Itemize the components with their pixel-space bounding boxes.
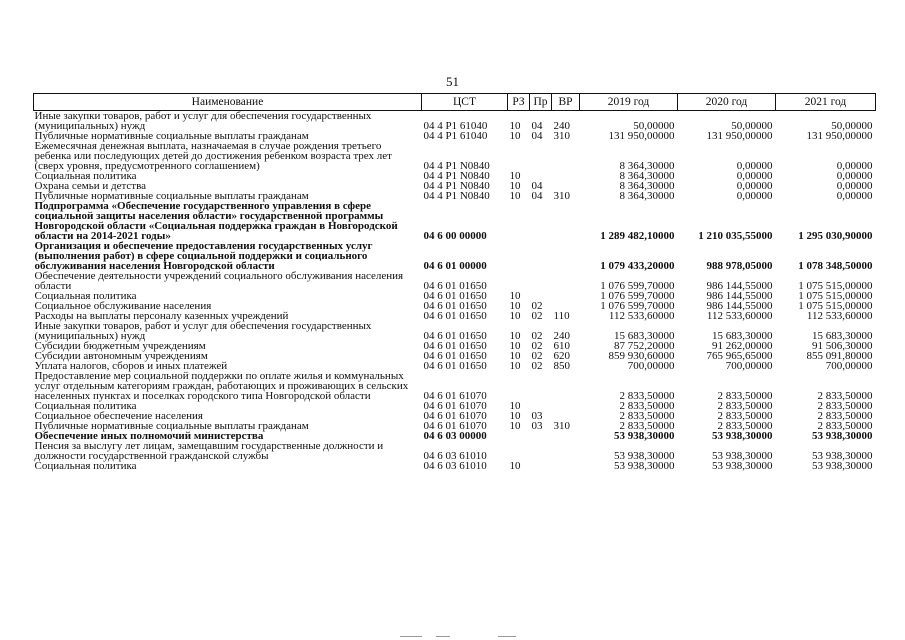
cell-vr: 310 — [553, 420, 570, 432]
cell-rz: 10 — [509, 360, 521, 372]
cell-2019: 131 950,00000 — [608, 130, 675, 142]
cell-2020: 53 938,30000 — [712, 430, 773, 442]
cell-2019: 2 833,50000 — [619, 390, 675, 402]
cell-2021: 2 833,50000 — [817, 410, 873, 422]
cell-2020: 2 833,50000 — [717, 390, 773, 402]
cell-2021: 1 075 515,00000 — [798, 300, 873, 312]
cell-2021: 2 833,50000 — [817, 390, 873, 402]
cell-2020: 0,00000 — [736, 170, 773, 182]
page-number: 51 — [446, 74, 459, 89]
cell-2019: 8 364,30000 — [619, 170, 675, 182]
table-row — [34, 201, 876, 241]
cell-2021: 53 938,30000 — [812, 460, 873, 472]
cell-cst: 04 4 P1 N0840 — [423, 170, 490, 182]
cell-name: Социальная политика — [34, 400, 137, 412]
cell-pr — [530, 371, 552, 401]
cell-vr: 610 — [553, 340, 570, 352]
cell-2020: 91 262,00000 — [712, 340, 773, 352]
cell-name: Социальная политика — [34, 170, 137, 182]
table-body — [34, 111, 876, 472]
table-row — [34, 111, 876, 132]
cell-2020: 1 210 035,55000 — [698, 230, 773, 242]
scan-artifact — [436, 636, 450, 637]
cell-rz: 10 — [509, 310, 521, 322]
cell-cst: 04 6 01 61070 — [423, 410, 487, 422]
cell-cst: 04 6 01 01650 — [423, 330, 487, 342]
cell-pr: 04 — [531, 180, 543, 192]
cell-2019: 8 364,30000 — [619, 190, 675, 202]
cell-pr: 02 — [531, 330, 543, 342]
table-row — [34, 371, 876, 401]
cell-pr: 03 — [531, 420, 543, 432]
cell-vr: 850 — [553, 360, 570, 372]
cell-name: Организация и обеспечение предоставления государственных услуг (выполнения работ) в сфере социальной поддержки и социального обслуживания населения Новгородской области — [34, 240, 373, 272]
cell-rz: 10 — [509, 350, 521, 362]
header-2021: 2021 год — [776, 94, 876, 111]
cell-cst: 04 6 01 01650 — [423, 350, 487, 362]
cell-name: Публичные нормативные социальные выплаты гражданам — [34, 130, 309, 142]
cell-2020: 2 833,50000 — [717, 410, 773, 422]
cell-name: Субсидии автономным учреждениям — [34, 350, 208, 362]
cell-2021: 855 091,80000 — [806, 350, 873, 362]
cell-vr — [552, 441, 580, 461]
cell-cst: 04 6 03 61010 — [423, 460, 487, 472]
cell-cst: 04 4 P1 N0840 — [423, 180, 490, 192]
cell-2019: 859 930,60000 — [608, 350, 675, 362]
header-cst: ЦСТ — [422, 94, 508, 111]
cell-2019: 2 833,50000 — [619, 410, 675, 422]
cell-name: Социальное обслуживание населения — [34, 300, 212, 312]
cell-cst: 04 6 01 01650 — [423, 290, 487, 302]
cell-name: Публичные нормативные социальные выплаты гражданам — [34, 190, 309, 202]
cell-name: Иные закупки товаров, работ и услуг для обеспечения государственных (муниципальных) нужд — [34, 320, 372, 342]
cell-rz — [508, 431, 530, 441]
cell-pr: 04 — [531, 120, 543, 132]
cell-name: Социальная политика — [34, 460, 137, 472]
cell-name: Публичные нормативные социальные выплаты гражданам — [34, 420, 309, 432]
cell-pr: 02 — [531, 350, 543, 362]
cell-name: Субсидии бюджетным учреждениям — [34, 340, 206, 352]
cell-2021: 1 078 348,50000 — [798, 260, 873, 272]
cell-pr — [530, 431, 552, 441]
cell-rz: 10 — [509, 300, 521, 312]
cell-cst: 04 4 P1 N0840 — [423, 190, 490, 202]
cell-2020: 53 938,30000 — [712, 450, 773, 462]
cell-name: Ежемесячная денежная выплата, назначаемая в случае рождения третьего ребенка или последующих детей до достижения ребенком возраста трех лет (сверх уровня, предусмотренного соглашением) — [34, 140, 392, 172]
cell-name: Подпрограмма «Обеспечение государственного управления в сфере социальной защиты населения области» государственной программы Новгородской области «Социальная поддержка граждан в Новгородской области на 2014-2021 годы» — [34, 200, 398, 242]
cell-2019: 1 076 599,70000 — [600, 300, 675, 312]
cell-rz: 10 — [509, 420, 521, 432]
table-row — [34, 321, 876, 341]
cell-rz: 10 — [509, 460, 521, 472]
cell-vr — [552, 271, 580, 291]
cell-vr: 240 — [553, 120, 570, 132]
cell-cst: 04 6 01 01650 — [423, 310, 487, 322]
cell-2020: 988 978,05000 — [706, 260, 773, 272]
cell-name: Иные закупки товаров, работ и услуг для обеспечения государственных (муниципальных) нужд — [34, 110, 372, 132]
cell-rz: 10 — [509, 130, 521, 142]
cell-cst: 04 6 00 00000 — [423, 230, 487, 242]
cell-vr: 620 — [553, 350, 570, 362]
budget-table — [33, 93, 876, 471]
cell-2021: 112 533,60000 — [806, 310, 873, 322]
cell-2019: 1 079 433,20000 — [600, 260, 675, 272]
cell-pr: 03 — [531, 410, 543, 422]
cell-rz: 10 — [509, 170, 521, 182]
cell-pr: 02 — [531, 360, 543, 372]
scan-artifact — [498, 636, 516, 637]
cell-name: Пенсия за выслугу лет лицам, замещавшим государственные должности и должности государственной гражданской службы — [34, 440, 384, 462]
cell-2020: 765 965,65000 — [706, 350, 773, 362]
cell-cst: 04 6 03 00000 — [423, 430, 487, 442]
table-row — [34, 461, 876, 471]
cell-cst: 04 4 P1 61040 — [423, 120, 488, 132]
cell-2021: 131 950,00000 — [806, 130, 873, 142]
scan-artifact — [400, 636, 422, 637]
cell-2020: 53 938,30000 — [712, 460, 773, 472]
cell-name: Охрана семьи и детства — [34, 180, 147, 192]
cell-2019: 15 683,30000 — [614, 330, 675, 342]
cell-2019: 2 833,50000 — [619, 420, 675, 432]
cell-name: Обеспечение деятельности учреждений социального обслуживания населения области — [34, 270, 404, 292]
cell-pr — [530, 271, 552, 291]
cell-cst: 04 6 01 61070 — [423, 390, 487, 402]
cell-rz — [508, 201, 530, 241]
cell-2020: 700,00000 — [725, 360, 773, 372]
cell-2020: 986 144,55000 — [706, 300, 773, 312]
cell-2021: 0,00000 — [836, 180, 873, 192]
cell-2020: 131 950,00000 — [706, 130, 773, 142]
cell-cst: 04 6 01 00000 — [423, 260, 487, 272]
cell-cst: 04 6 01 01650 — [423, 340, 487, 352]
cell-rz — [508, 441, 530, 461]
cell-rz — [508, 371, 530, 401]
cell-cst: 04 6 01 01650 — [423, 300, 487, 312]
cell-pr: 04 — [531, 190, 543, 202]
cell-vr — [552, 291, 580, 301]
cell-name: Социальная политика — [34, 290, 137, 302]
header-rz: РЗ — [508, 94, 530, 111]
header-2019: 2019 год — [580, 94, 678, 111]
table-row — [34, 441, 876, 461]
cell-2019: 1 076 599,70000 — [600, 280, 675, 292]
header-row — [34, 94, 876, 111]
cell-2021: 2 833,50000 — [817, 420, 873, 432]
header-pr: Пр — [530, 94, 552, 111]
cell-2019: 87 752,20000 — [614, 340, 675, 352]
cell-2019: 112 533,60000 — [608, 310, 675, 322]
cell-pr — [530, 441, 552, 461]
cell-cst: 04 6 01 61070 — [423, 400, 487, 412]
cell-2019: 53 938,30000 — [614, 430, 675, 442]
cell-2020: 2 833,50000 — [717, 420, 773, 432]
cell-vr — [552, 401, 580, 411]
cell-name: Расходы на выплаты персоналу казенных учреждений — [34, 310, 289, 322]
cell-pr: 02 — [531, 340, 543, 352]
cell-rz — [508, 241, 530, 271]
cell-rz: 10 — [509, 190, 521, 202]
cell-name: Уплата налогов, сборов и иных платежей — [34, 360, 228, 372]
cell-pr: 02 — [531, 310, 543, 322]
cell-rz: 10 — [509, 400, 521, 412]
cell-2021: 0,00000 — [836, 170, 873, 182]
cell-2021: 1 295 030,90000 — [798, 230, 873, 242]
cell-2020: 2 833,50000 — [717, 400, 773, 412]
cell-2021: 53 938,30000 — [812, 430, 873, 442]
cell-vr — [552, 371, 580, 401]
cell-2021: 1 075 515,00000 — [798, 280, 873, 292]
cell-vr: 310 — [553, 190, 570, 202]
cell-2021: 1 075 515,00000 — [798, 290, 873, 302]
cell-pr: 02 — [531, 300, 543, 312]
cell-rz: 10 — [509, 180, 521, 192]
cell-cst: 04 6 01 01650 — [423, 360, 487, 372]
cell-2021: 700,00000 — [825, 360, 873, 372]
cell-vr: 240 — [553, 330, 570, 342]
cell-vr: 310 — [553, 130, 570, 142]
cell-2019: 2 833,50000 — [619, 400, 675, 412]
header-name: Наименование — [34, 94, 422, 111]
header-2020: 2020 год — [678, 94, 776, 111]
cell-2019: 8 364,30000 — [619, 160, 675, 172]
cell-2019: 1 289 482,10000 — [600, 230, 675, 242]
cell-2020: 50,00000 — [731, 120, 773, 132]
header-vr: ВР — [552, 94, 580, 111]
cell-2021: 91 506,30000 — [812, 340, 873, 352]
cell-vr — [552, 141, 580, 171]
cell-2020: 15 683,30000 — [712, 330, 773, 342]
table-row — [34, 141, 876, 171]
cell-2019: 700,00000 — [627, 360, 675, 372]
cell-2020: 986 144,55000 — [706, 290, 773, 302]
cell-name: Обеспечение иных полномочий министерства — [34, 430, 264, 442]
cell-2021: 50,00000 — [831, 120, 873, 132]
cell-vr: 110 — [553, 310, 570, 322]
cell-vr — [552, 201, 580, 241]
cell-pr — [530, 461, 552, 471]
cell-2021: 0,00000 — [836, 160, 873, 172]
cell-2021: 15 683,30000 — [812, 330, 873, 342]
cell-2019: 50,00000 — [633, 120, 675, 132]
cell-vr — [552, 461, 580, 471]
cell-2019: 53 938,30000 — [614, 450, 675, 462]
table-row — [34, 241, 876, 271]
cell-vr — [552, 171, 580, 181]
cell-vr — [552, 431, 580, 441]
cell-2020: 0,00000 — [736, 180, 773, 192]
cell-2021: 2 833,50000 — [817, 400, 873, 412]
cell-pr — [530, 201, 552, 241]
cell-2021: 53 938,30000 — [812, 450, 873, 462]
cell-cst: 04 6 03 61010 — [423, 450, 487, 462]
cell-cst: 04 6 01 01650 — [423, 280, 487, 292]
cell-cst: 04 4 P1 N0840 — [423, 160, 490, 172]
cell-rz: 10 — [509, 410, 521, 422]
cell-rz: 10 — [509, 330, 521, 342]
cell-pr: 04 — [531, 130, 543, 142]
cell-2019: 8 364,30000 — [619, 180, 675, 192]
cell-2021: 0,00000 — [836, 190, 873, 202]
cell-2019: 1 076 599,70000 — [600, 290, 675, 302]
cell-rz: 10 — [509, 340, 521, 352]
cell-cst: 04 6 01 61070 — [423, 420, 487, 432]
cell-rz — [508, 271, 530, 291]
cell-2020: 0,00000 — [736, 190, 773, 202]
cell-rz — [508, 141, 530, 171]
cell-2019: 53 938,30000 — [614, 460, 675, 472]
cell-2020: 112 533,60000 — [706, 310, 773, 322]
cell-rz: 10 — [509, 290, 521, 302]
cell-cst: 04 4 P1 61040 — [423, 130, 488, 142]
cell-2020: 986 144,55000 — [706, 280, 773, 292]
cell-name: Предоставление мер социальной поддержки по оплате жилья и коммунальных услуг отдельным категориям граждан, работающих и проживающих в сельских населенных пунктах и поселках городского типа Новгородской области — [34, 370, 409, 402]
cell-name: Социальное обеспечение населения — [34, 410, 203, 422]
cell-pr — [530, 241, 552, 271]
cell-rz: 10 — [509, 120, 521, 132]
cell-pr — [530, 141, 552, 171]
cell-vr — [552, 241, 580, 271]
table-row — [34, 271, 876, 291]
cell-2020: 0,00000 — [736, 160, 773, 172]
